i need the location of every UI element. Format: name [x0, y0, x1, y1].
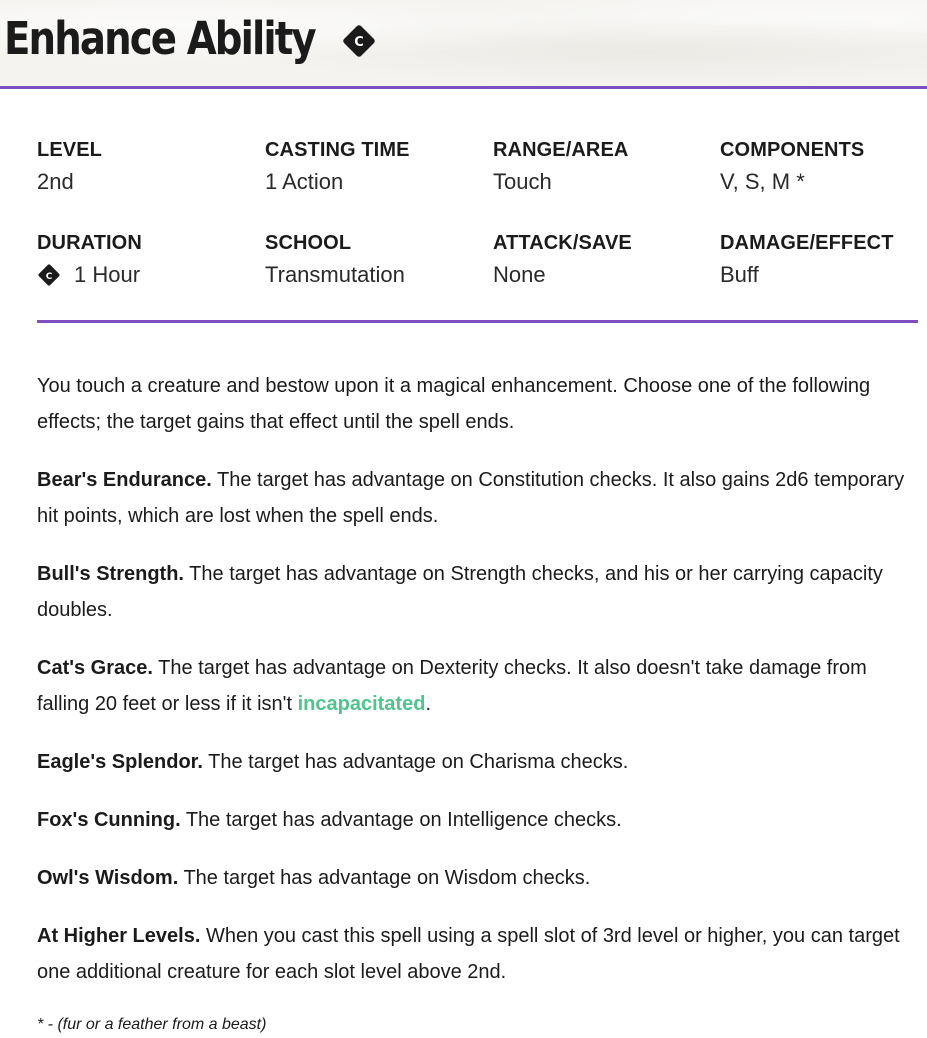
concentration-diamond-icon[interactable]	[340, 22, 378, 60]
stat-label: SCHOOL	[265, 232, 352, 254]
effect-paragraph	[37, 860, 917, 896]
effect-text-after: .	[425, 693, 431, 715]
stat-label: RANGE/AREA	[493, 139, 629, 161]
stat-value: Touch	[493, 169, 552, 194]
header-divider	[0, 86, 927, 89]
effect-text: The target has advantage on Strength checks, and his or her carrying capacity doubles.	[37, 563, 883, 621]
stat-value: 2nd	[37, 169, 74, 194]
effect-text: The target has advantage on Wisdom checks.	[178, 867, 591, 889]
stat-value: 1 Action	[265, 169, 344, 194]
effect-text: The target has advantage on Constitution checks. It also gains 2d6 temporary hit points, which are lost when the spell ends.	[37, 469, 905, 527]
higher-levels-paragraph	[37, 918, 917, 990]
effect-text: When you cast this spell using a spell slot of 3rd level or higher, you can target one additional creature for each slot level above 2nd.	[37, 925, 900, 983]
effect-paragraph	[37, 462, 917, 534]
stat-value: Buff	[720, 262, 759, 287]
stat-components	[720, 138, 927, 196]
effect-name: Fox's Cunning.	[37, 809, 181, 831]
effect-name: At Higher Levels.	[37, 925, 201, 947]
stat-casting-time	[265, 138, 485, 196]
incapacitated-link[interactable]: incapacitated	[297, 693, 426, 715]
concentration-letter: C	[45, 272, 53, 282]
spell-title: Enhance Ability	[4, 12, 315, 65]
effect-paragraph	[37, 744, 917, 780]
effect-text: The target has advantage on Intelligence checks.	[180, 809, 622, 831]
concentration-letter: C	[354, 35, 364, 50]
stat-label: LEVEL	[37, 139, 102, 161]
stat-value: V, S, M *	[720, 169, 805, 194]
stat-label: COMPONENTS	[720, 139, 865, 161]
stat-label: DURATION	[37, 232, 142, 254]
stat-label: ATTACK/SAVE	[493, 232, 632, 254]
effect-paragraph	[37, 802, 917, 838]
effect-name: Eagle's Splendor.	[37, 751, 203, 773]
effect-name: Bear's Endurance.	[37, 469, 212, 491]
effect-text: The target has advantage on Dexterity checks. It also doesn't take damage from falling 20 feet or less if it isn't	[37, 657, 867, 715]
effect-name: Owl's Wisdom.	[37, 867, 179, 889]
effect-name: Cat's Grace.	[37, 657, 153, 679]
effect-text: The target has advantage on Charisma checks.	[202, 751, 629, 773]
concentration-diamond-icon[interactable]	[37, 263, 61, 287]
effect-paragraph	[37, 650, 917, 722]
intro-paragraph: You touch a creature and bestow upon it a magical enhancement. Choose one of the following effects; the target gains that effect until the spell ends.	[37, 375, 871, 433]
stat-range-area	[493, 138, 713, 196]
stat-value: None	[493, 262, 546, 287]
stat-school	[265, 231, 485, 289]
effect-paragraph	[37, 556, 917, 628]
stat-value-duration	[37, 261, 257, 289]
stat-label: DAMAGE/EFFECT	[720, 232, 894, 254]
duration-text: 1 Hour	[74, 262, 141, 287]
spell-description	[37, 368, 917, 1012]
stat-label: CASTING TIME	[265, 139, 410, 161]
stat-damage-effect	[720, 231, 927, 289]
stat-attack-save	[493, 231, 713, 289]
stat-value: Transmutation	[265, 262, 405, 287]
effect-name: Bull's Strength.	[37, 563, 184, 585]
stat-level	[37, 138, 257, 196]
material-footnote: * - (fur or a feather from a beast)	[37, 1016, 267, 1033]
title-block	[4, 10, 365, 68]
stat-duration	[37, 231, 257, 289]
stats-divider	[37, 320, 918, 323]
